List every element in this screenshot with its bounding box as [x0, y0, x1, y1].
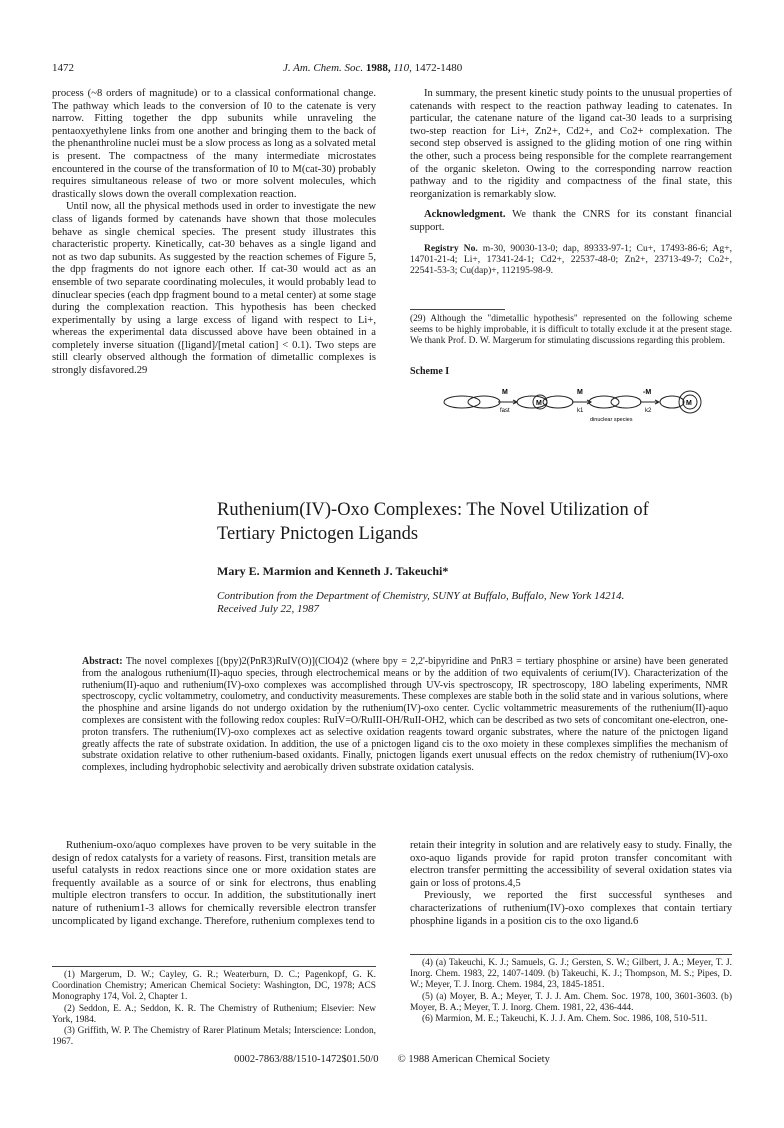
- copyright: © 1988 American Chemical Society: [397, 1054, 550, 1065]
- page-footer: [0, 1054, 784, 1065]
- bottom-right-column: [410, 840, 732, 928]
- summary-paragraph: In summary, the present kinetic study points to the unusual properties of catenands with respect to the reaction pathway leading to catenates. In particular, the catenane nature of the ligand cat-30 leads to a surprising two-step reaction for Li+, Zn2+, Cd2+, and Co2+ complexation. The second step observed is assigned to the gliding motion of one ring within the other, such a process being responsible for the complete rearrangement of the organic skeleton. Owing to the corresponding narrow reaction pathway and to the rigidity and compactness of the final state, this reorganization is remarkably slow.: [410, 88, 732, 200]
- scheme-fast-label: fast: [500, 408, 510, 414]
- footnote-divider: [52, 966, 376, 967]
- scheme-m-label: M: [577, 389, 583, 396]
- scheme-k2-label: k2: [645, 408, 652, 414]
- footnote-1: (1) Margerum, D. W.; Cayley, G. R.; Weaterburn, D. C.; Pagenkopf, G. K. Coordination Chemistry; American Chemical Society: Washington, DC, 1978; ACS Monography 174, Vol. 2, Chapter 1.: [52, 970, 376, 1003]
- top-left-column: [52, 88, 376, 378]
- scheme-i: [440, 383, 710, 427]
- ring-shape: [444, 396, 480, 408]
- scheme-m-label: M: [502, 389, 508, 396]
- article-code: 0002-7863/88/1510-1472$01.50/0: [234, 1054, 379, 1065]
- journal-name: J. Am. Chem. Soc.: [283, 62, 364, 74]
- authors: Mary E. Marmion and Kenneth J. Takeuchi*: [217, 564, 449, 578]
- intro-paragraph: Previously, we reported the first successful syntheses and characterizations of ruthenium(IV)-oxo complexes that contain tertiary phosphine ligands in a position cis to the oxo ligand.6: [410, 890, 732, 927]
- scheme-m-label: M: [536, 400, 542, 407]
- footnote-divider: [410, 954, 732, 955]
- ring-shape: [468, 396, 500, 408]
- affiliation: [217, 590, 737, 616]
- ring-shape: [660, 396, 684, 408]
- footnote-4: (4) (a) Takeuchi, K. J.; Samuels, G. J.; Gersten, S. W.; Gilbert, J. A.; Meyer, T. J. Inorg. Chem. 1983, 22, 1407-1409. (b) Takeuchi, K. J.; Thompson, M. S.; Pipes, D. W.; Meyer, T. J. Inorg. Chem. 1984, 23, 1845-1851.: [410, 958, 732, 991]
- scheme-m-label: -M: [643, 389, 652, 396]
- footnote-3: (3) Griffith, W. P. The Chemistry of Rarer Platinum Metals; Interscience: London, 1967.: [52, 1026, 376, 1048]
- ring-shape: [611, 396, 641, 408]
- paragraph: process (~8 orders of magnitude) or to a classical conformational change. The pathway which leads to the conversion of I0 to the catenate is very narrow. Fitting together the dpp subunits while unraveling the pentaoxyethylene links from one another and bringing them to the back of the phenanthroline nuclei must be a slow process as long as a solvated metal is present. The compactness of the many intermediate microstates encountered in the course of the transformation of I0 to M(cat-30) probably requires simultaneous release of two or more solvent molecules, which drastically slows down the overall complexation reaction.: [52, 88, 376, 200]
- affiliation-text: Contribution from the Department of Chemistry, SUNY at Buffalo, Buffalo, New York 14214.: [217, 590, 625, 602]
- footnote-29: (29) Although the "dimetallic hypothesis" represented on the following scheme seems to be highly improbable, it is difficult to totally exclude it at the present stage. We thank Prof. D. W. Margerum for stimulating discussions regarding this problem.: [410, 314, 732, 347]
- registry: [410, 243, 732, 277]
- scheme-diagram: [440, 383, 710, 427]
- scheme-m-label: M: [686, 400, 692, 407]
- footnote-5: (5) (a) Moyer, B. A.; Meyer, T. J. J. Am. Chem. Soc. 1978, 100, 3601-3603. (b) Moyer, B. A.; Meyer, T. J. Inorg. Chem. 1981, 22, 436-444.: [410, 991, 732, 1013]
- registry-text: m-30, 90030-13-0; dap, 89333-97-1; Cu+, 17493-86-6; Ag+, 14701-21-4; Li+, 17341-24-1; Cd2+, 22537-48-0; Zn2+, 23713-49-7; Co2+, 22541-53-3; Cu(dap)+, 112195-98-9.: [410, 242, 733, 277]
- acknowledgment-text: We thank the CNRS for its constant financial support.: [410, 209, 732, 233]
- paragraph: Until now, all the physical methods used in order to investigate the new class of ligands formed by catenands have shown that those molecules behave as single chemical species. The present study illustrates this characteristic property. Kinetically, cat-30 behaves as a single ligand and not as two dap subunits. As suggested by the reaction schemes of Figure 5, the dpp fragments do not ignore each other. If cat-30 would act as an ensemble of two separate coordinating molecules, it would probably lead to dinuclear species (each dpp fragment bound to a metal center) at some stage during the complexation reaction. This hypothesis has been checked experimentally by using a large excess of ligand with respect to Li+, whereas the experimental data discussed above have been obtained in a completely inverse situation ([ligand]/[metal cation] < 0.1). Two steps are still clearly observed although the formation of dimetallic complexes is strongly disfavored.29: [52, 201, 376, 377]
- scheme-label: Scheme I: [410, 366, 450, 377]
- article-title: [217, 498, 737, 546]
- scheme-dinuclear-label: dinuclear species: [590, 417, 633, 423]
- footnote-2: (2) Seddon, E. A.; Seddon, K. R. The Chemistry of Ruthenium; Elsevier: New York, 1984.: [52, 1003, 376, 1025]
- footnote-6: (6) Marmion, M. E.; Takeuchi, K. J. J. Am. Chem. Soc. 1986, 108, 510-511.: [422, 1014, 708, 1025]
- journal-year: 1988,: [365, 62, 391, 74]
- page-number: 1472: [52, 62, 74, 74]
- footnote-divider: [410, 309, 505, 310]
- acknowledgment-label: Acknowledgment.: [424, 209, 506, 221]
- top-right-column: [410, 88, 732, 277]
- intro-paragraph: retain their integrity in solution and are relatively easy to study. Finally, the oxo-aquo ligands provide for rapid proton transfer concomitant with electron transfer permitting the accessibility of several oxidation states via gain or loss of protons.4,5: [410, 840, 732, 889]
- abstract: [82, 656, 728, 774]
- journal-volume: 110,: [393, 62, 412, 74]
- abstract-label: Abstract:: [82, 656, 123, 667]
- bottom-left-column: [52, 840, 376, 928]
- running-header: [283, 62, 462, 74]
- acknowledgment: [410, 209, 732, 234]
- title-line: Tertiary Pnictogen Ligands: [217, 524, 419, 544]
- intro-paragraph: Ruthenium-oxo/aquo complexes have proven to be very suitable in the design of redox catalysts for a variety of reasons. First, transition metals are useful catalysts in redox reactions since one or more oxidation states are frequently available as a source of or sink for electrons, thus enabling multiple electron transfers to occur. In addition, the substitutionally inert nature of ruthenium1-3 allows for chemically reversible electron transfer uncomplicated by ligand exchange. Therefore, ruthenium complexes tend to: [52, 840, 376, 927]
- abstract-text: The novel complexes [(bpy)2(PnR3)RuIV(O)](ClO4)2 (where bpy = 2,2'-bipyridine and PnR3 = tertiary phosphine or arsine) have been generated from the analogous ruthenium(II)-aquo species, through electrochemical means or by the addition of two equivalents of cerium(IV). Characterization of the ruthenium(II)-aquo and ruthenium(IV)-oxo complexes was accomplished through UV-vis spectroscopy, IR spectroscopy, 18O labeling experiments, NMR spectroscopy, cyclic voltammetry, coulometry, and conductivity measurements. These complexes are stable both in the solid state and in various solutions, where the phosphine and arsine ligands do not undergo oxidation by the ruthenium(IV)-oxo center. Cyclic voltammetric measurements of the ruthenium(II)-aquo complexes are consistent with the following redox couples: RuIV=O/RuIII-OH/RuII-OH2, which can be described as two sets of concomitant one-electron, one-proton transfers. The ruthenium(IV)-oxo complexes act as selective oxidation reagents toward organic substrates, where the nature of the pnictogen ligand greatly affects the rate of substrate oxidation. In addition, the use of a pnictogen ligand cis to the oxo moiety in these complexes simplifies the mechanism of substrate oxidation relative to other ruthenium-based oxidants. Finally, pnictogen ligands exert unusual effects on the redox chemistry of ruthenium(IV)-oxo complexes, including hydrophobic selectivity and aerobically driven substrate oxidation catalysis.: [82, 656, 728, 774]
- scheme-k1-label: k1: [577, 408, 584, 414]
- journal-pages: 1472-1480: [414, 62, 463, 74]
- received-date: Received July 22, 1987: [217, 603, 320, 615]
- bottom-left-footnotes: [52, 970, 376, 1048]
- title-line: Ruthenium(IV)-Oxo Complexes: The Novel Utilization of: [217, 500, 649, 520]
- bottom-right-footnotes: [410, 958, 732, 1025]
- registry-label: Registry No.: [424, 242, 478, 254]
